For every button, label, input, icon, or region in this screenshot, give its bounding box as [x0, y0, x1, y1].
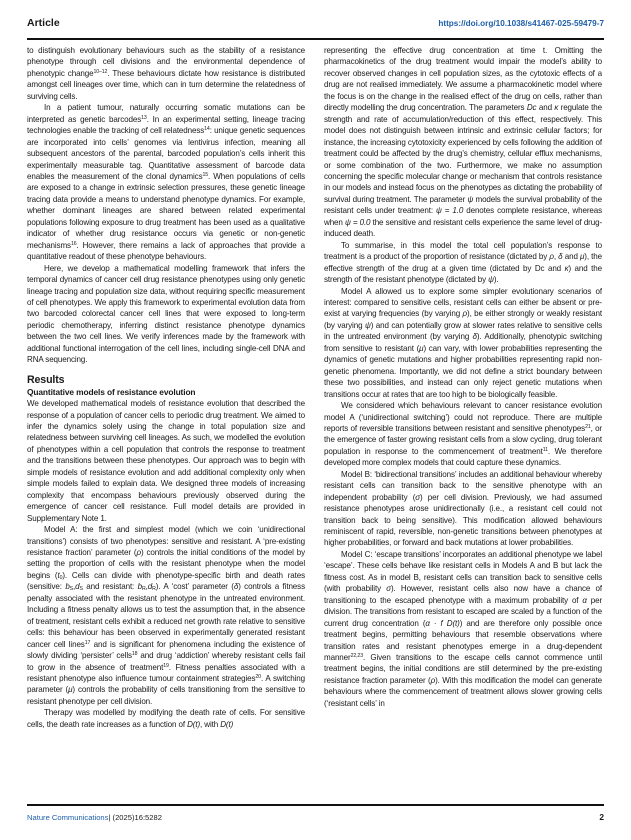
citation-text: | (2025)16:5282: [108, 813, 162, 822]
body-paragraph: Model C: ‘escape transitions’ incorporates an additional phenotype we label ‘escape’. These cells behave like resistant cells in Models A and B but lack the fitness cost. As in model B, resistant cells can transition back to sensitive cells (with probability σ). However, resistant cells also now have a chance of transitioning to the escaped phenotype with a maximum probability of α per division. The transitions from resistant to escaped are scaled by a function of the current drug concentration (α · f D(t)) and are therefore only possible once treatment begins, permitting behaviours that resemble observations where transition rates and resistant phenotypes emerge in a drug-dependent manner$^{22,23}$. Given transitions to the escape cells cannot commence until treatment begins, the initial conditions are still determined by the pre-existing resistance fraction parameter (ρ). With this modification the model can generate behaviours where the commencement of treatment allows slower growing cells (‘resistant cells’ in: [324, 549, 602, 708]
journal-name[interactable]: Nature Communications: [27, 813, 109, 822]
left-column: [27, 45, 305, 795]
math-symbol: α · f D(t): [425, 618, 460, 628]
math-symbol: σ: [415, 492, 420, 502]
results-paragraphs: [27, 398, 305, 730]
body-paragraph: representing the effective drug concentration at time t. Omitting the pharmacokinetics of the drug treatment would impair the model’s ability to recover observed changes in cell population sizes, as the cytotoxic effects of a drug are not realised immediately. We assume a pharmacokinetic model where the focus is on the change in the realised effect of the drug on cells, rather than directly modelling the drug concentration. The parameters Dc and κ regulate the strength and rate of accumulation/reduction of this effect, respectively. This model does not distinguish between intrinsic and extrinsic cellular factors; for instance, the increasing cytotoxicity experienced by cells following the addition of treatment could be affected by the drug’s chemistry, cellular efflux mechanisms, or some combination of the two. Furthermore, we make no assumption concerning the specific molecular change or mechanism that controls resistance in our models and instead focus on the phenotypes as dictating the probability of survival during treatment. The parameter ψ models the survival probability of the resistant cells under treatment: ψ = 1.0 denotes complete resistance, whereas when ψ = 0.0 the sensitive and resistant cells experience the same level of drug-induced death.: [324, 46, 602, 239]
results-heading: Results: [27, 373, 65, 386]
subscript: S: [79, 586, 83, 593]
math-symbol: b: [65, 582, 70, 592]
article-type-label: Article: [27, 17, 60, 29]
math-symbol: Dc: [526, 103, 537, 113]
doi-link[interactable]: https://doi.org/10.1038/s41467-025-59479-7: [438, 19, 604, 28]
intro-paragraphs: [27, 45, 305, 366]
body-paragraph: Therapy was modelled by modifying the death rate of cells. For sensitive cells, the death rate increases as a function of D(t), with D(t): [27, 708, 305, 729]
subscript: R: [141, 586, 146, 593]
math-symbol: μ: [419, 343, 424, 353]
math-symbol: ψ = 1.0: [435, 206, 464, 216]
math-symbol: δ: [233, 582, 239, 592]
subscript: R: [152, 586, 156, 593]
subscript: 0: [59, 574, 63, 581]
math-symbol: t: [57, 570, 60, 580]
header-rule: [27, 38, 604, 40]
math-symbol: δ: [472, 332, 477, 342]
reference-citation[interactable]: 21: [585, 423, 591, 430]
body-paragraph: Model A: the first and simplest model (which we coin ‘unidirectional transitions’) consists of two phenotypes: sensitive and resistant. A ‘pre-existing resistance fraction’ parameter (ρ) controls the initial conditions of the model by setting the proportion of cells with the resistant phenotype when the model begins $(t_0)$. Cells can divide with phenotype-specific birth and death rates (sensitive: $b_S,d_S$ and resistant: $b_R,d_R$). A ‘cost’ parameter (δ) controls a fitness penalty associated with the resistant phenotype in the untreated environment. Including a fitness penalty allows us to test the assumption that, in the absence of treatment, resistant cells exhibit a reduced net growth rate relative to sensitive cells: this behaviour has been observed in experimentally generated resistant cancer cell lines$^{17}$ and is significant for phenomena including the existence of slowly dividing ‘persister’ cells$^{18}$ and drug ‘addiction’ whereby resistant cells fail to grow in the absence of treatment$^{19}$. Fitness penalties associated with a resistant phenotype also influence tumour containment strategies$^{20}$. A switching parameter (μ) controls the probability of cells transitioning from the sensitive to resistant phenotype per cell division.: [27, 525, 305, 706]
math-symbol: ψ = 0.0: [344, 217, 371, 227]
math-symbol: ψ: [488, 275, 494, 285]
math-symbol: ψ: [364, 320, 371, 330]
reference-citation[interactable]: 10–12: [93, 68, 108, 75]
math-symbol: d: [147, 582, 153, 592]
reference-citation[interactable]: 19: [163, 662, 169, 669]
math-symbol: α: [582, 595, 587, 605]
math-symbol: ρ: [136, 547, 141, 557]
math-symbol: D(t): [187, 719, 201, 729]
reference-citation[interactable]: 11: [542, 446, 548, 453]
section-subheading: Quantitative models of resistance evolution: [27, 386, 196, 397]
body-paragraph: To summarise, in this model the total cell population’s response to treatment is a product of the proportion of resistance (dictated by ρ, δ and μ), the effective strength of the drug at a given time (dictated by Dc and κ) and the strength of the resistant phenotype (dictated by ψ).: [324, 240, 602, 285]
body-paragraph: Model A allowed us to explore some simpler evolutionary scenarios of interest: compared to sensitive cells, resistant cells can either be absent or pre-exist at varying frequencies (by varying ρ), be either strongly or weakly resistant (by varying ψ) and can potentially grow at slower rates relative to sensitive cells in the untreated environment (by varying δ). Additionally, phenotypic switching from sensitive to resistant (μ) can vary, with lower probabilities representing the dynamics of genetic mutations and higher probabilities representing rapid non-genetic phenomena. Importantly, we did not define a strict boundary between these two possibilities, and instead can only reject genetic mutations when transitions occur at rates that are too high to be biologically feasible.: [324, 286, 602, 399]
page-number: 2: [599, 812, 604, 822]
body-paragraph: In a patient tumour, naturally occurring somatic mutations can be interpreted as genetic barcodes$^{13}$. In an experimental setting, lineage tracing technologies enable the tracking of cell relatedness$^{14}$: unique genetic sequences are incorporated into cells’ genomes via lentivirus infection, meaning all subsequent ancestors of the parental, barcoded population’s cells inherit this experimentally measurable tag. Quantitative assessment of barcode data enables the measurement of the clonal dynamics$^{15}$. When populations of cells are exposed to a change in extrinsic selection pressures, these genetic lineage tracing data provide a means to understand phenotype dynamics. For example, whether dominant lineages are shared between related experimental populations following exposure to drug treatment has been used as a qualitative indicator of whether drug resistance occurs via genetic or non-genetic mechanisms$^{16}$. However, there remains a lack of approaches that provide a quantitative readout of these phenotype behaviours.: [27, 103, 305, 262]
reference-citation[interactable]: 13: [141, 114, 147, 121]
right-column: [324, 45, 602, 795]
math-symbol: D(t): [220, 719, 234, 729]
footer-citation: [27, 813, 162, 822]
body-paragraph: to distinguish evolutionary behaviours such as the stability of a resistance phenotype through cell divisions and the environmental dependence of phenotypic change$^{10-12}$. These behaviours dictate how resistance is distributed amongst cell lineages over time, which can in turn determine the relatedness of surviving cells.: [27, 46, 305, 101]
math-symbol: μ: [580, 252, 585, 262]
subscript: S: [69, 586, 74, 593]
math-symbol: κ: [564, 263, 569, 273]
footer-rule: [27, 804, 604, 806]
reference-citation[interactable]: 18: [131, 651, 138, 658]
body-paragraph: Here, we develop a mathematical modelling framework that infers the temporal dynamics of cancer cell drug resistance phenotypes using only genetic lineage tracing and population size data, without requiring specific measurement of cell phenotypes. We apply this framework to experimental evolution data from two barcoded colorectal cancer cell lines that were exposed to long-term periodic chemotherapy, inferring distinct resistance phenotype dynamics between the two cell lines. We verify inferences made by the framework with additional functional interrogation of the cell lines, including single-cell DNA and RNA sequencing.: [27, 263, 305, 365]
reference-citation[interactable]: 20: [255, 673, 261, 680]
math-symbol: ρ: [462, 309, 468, 319]
reference-citation[interactable]: 17: [84, 639, 91, 646]
math-symbol: δ: [558, 252, 563, 262]
math-symbol: μ: [68, 685, 73, 695]
body-paragraph: We developed mathematical models of resistance evolution that described the response of a population of cancer cells to periodic drug treatment. We aimed to infer the dynamics solely using the change in total population size and relatedness between surviving cell lineages. As such, we modelled the evolution of phenotypes within a cell population that controls the response to treatment and the transitions between these phenotypes. Our approach was to begin with simple models of resistance evolution and add additional complexity only when simple models failed to explain data. We designed three models of increasing complexity that encompass behaviours previously observed during the emergence of cancer cell resistance. Full model details are provided in Supplementary Note 1.: [27, 399, 305, 523]
math-symbol: b: [137, 582, 142, 592]
right-paragraphs: [324, 45, 602, 709]
reference-citation[interactable]: 16: [70, 240, 77, 247]
math-symbol: d: [75, 582, 80, 592]
math-symbol: ψ: [467, 194, 474, 204]
reference-citation[interactable]: 22,23: [350, 653, 363, 660]
reference-citation[interactable]: 15: [202, 171, 208, 178]
body-paragraph: Model B: ‘bidirectional transitions’ includes an additional behaviour whereby resistant cells can transition back to the sensitive phenotype with an independent probability (σ) per cell division. Previously, we had assumed resistance phenotypes arose unidirectionally (i.e., a resistant cell could not transition back to being sensitive). This modification allowed behaviours reminiscent of rapid, reversible, non-genetic transitions between phenotypes at higher probabilities, or forward and back mutations at lower probabilities.: [324, 469, 602, 548]
body-paragraph: We considered which behaviours relevant to cancer resistance evolution model A (‘unidirectional switching’) could not reproduce. There are multiple reports of reversible transitions between resistant and sensitive phenotypes$^{21}$, or the emergence of faster growing resistant cells from a slow cycling, drug tolerant population in response to the commencement of treatment$^{11}$. We therefore developed more complex models that could capture these dynamics.: [324, 401, 602, 468]
math-symbol: κ: [554, 103, 559, 113]
math-symbol: σ: [386, 584, 391, 594]
reference-citation[interactable]: 14: [204, 126, 210, 133]
math-symbol: ρ: [430, 675, 436, 685]
math-symbol: ρ: [549, 252, 554, 262]
